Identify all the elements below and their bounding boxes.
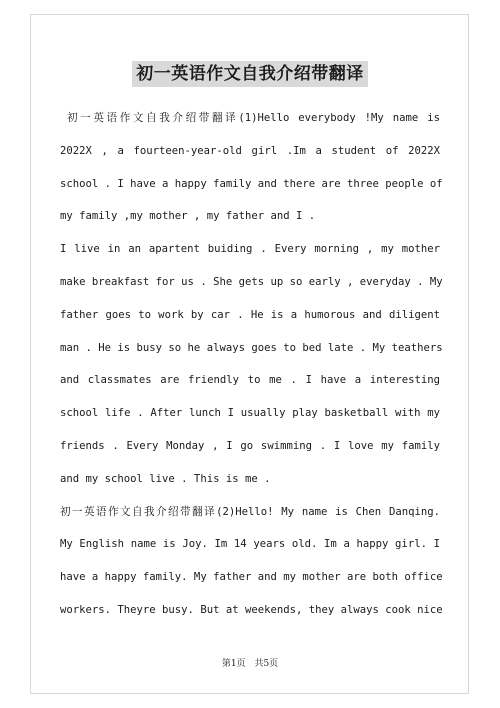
page-number-total: 共5页	[254, 659, 279, 669]
body-line: and my school live . This is me .	[60, 472, 271, 485]
body-line: 初一英语作文自我介绍带翻译(2)Hello! My name is Chen Danqing.	[60, 505, 440, 518]
page-footer	[0, 656, 500, 669]
body-line: my family ,my mother , my father and I .	[60, 210, 316, 223]
body-line: have a happy family. My father and my mother are both office	[60, 571, 443, 584]
body-line: school . I have a happy family and there are three people of	[60, 177, 443, 190]
body-line: school life . After lunch I usually play basketball with my	[60, 407, 440, 420]
body-line: friends . Every Monday , I go swimming . I love my family	[60, 439, 440, 452]
body-line: 2022X , a fourteen-year-old girl .Im a student of 2022X	[60, 144, 440, 157]
page-number-current: 第1页	[221, 659, 246, 669]
body-line: man . He is busy so he always goes to bed late . My teathers	[60, 341, 443, 354]
body-line: father goes to work by car . He is a humorous and diligent	[60, 308, 440, 321]
body-line: and classmates are friendly to me . I have a interesting	[60, 374, 440, 387]
document-title: 初一英语作文自我介绍带翻译	[132, 61, 368, 87]
body-line: I live in an apartent buiding . Every morning , my mother	[60, 243, 440, 256]
document-body	[60, 102, 443, 627]
body-line: My English name is Joy. Im 14 years old. Im a happy girl. I	[60, 538, 440, 551]
title-container	[0, 61, 500, 87]
body-line: workers. Theyre busy. But at weekends, they always cook nice	[60, 603, 443, 616]
body-line: 初一英语作文自我介绍带翻译(1)Hello everybody !My name is	[67, 112, 440, 124]
body-line: make breakfast for us . She gets up so early , everyday . My	[60, 275, 443, 288]
